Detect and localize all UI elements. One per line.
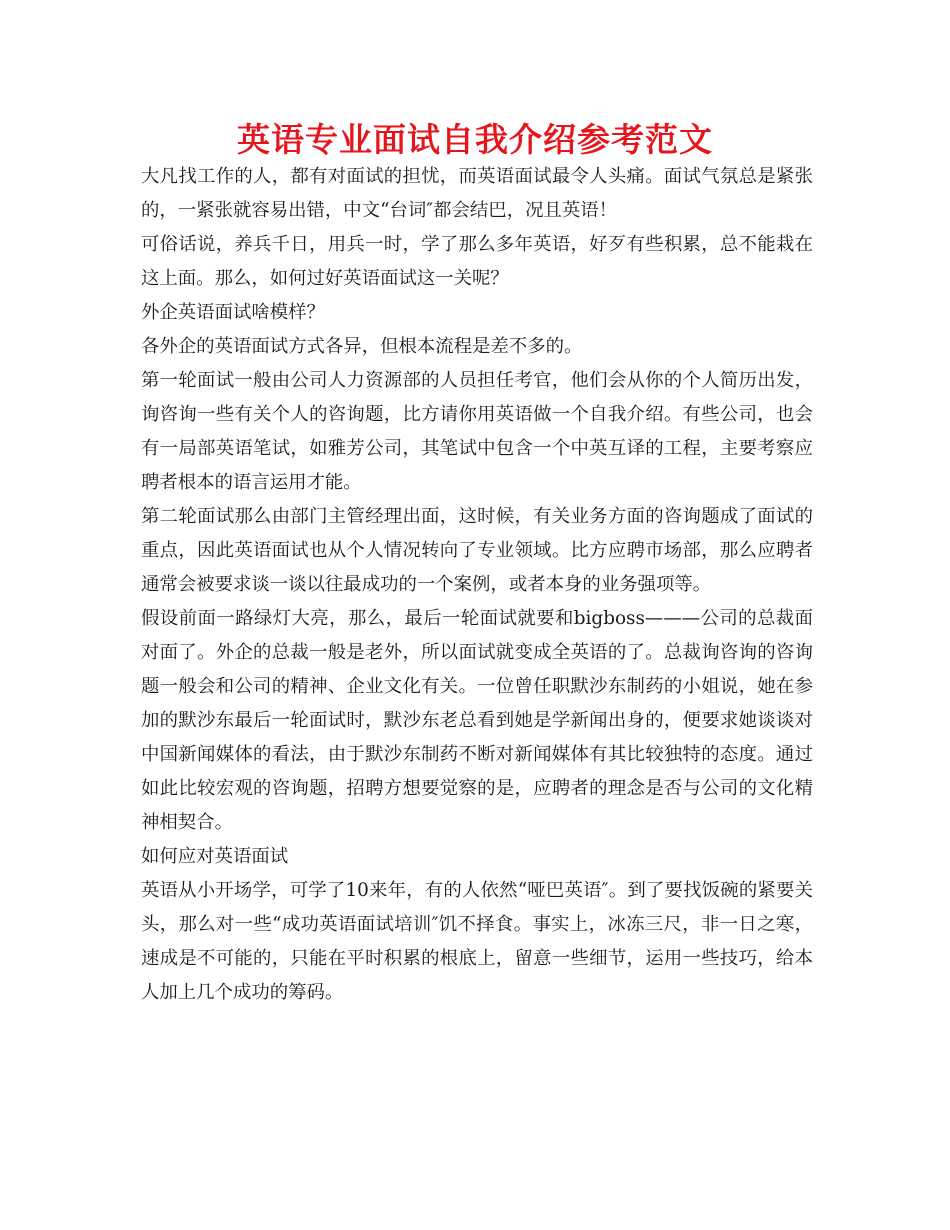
paragraph-5: 第二轮面试那么由部门主管经理出面，这时候，有关业务方面的咨询题成了面试的重点，因此英语面试也从个人情况转向了专业领域。比方应聘市场部，那么应聘者通常会被要求谈一谈以往最成功的一个案例，或者本身的业务强项等。 xyxy=(141,506,813,595)
document-title: 英语专业面试自我介绍参考范文 xyxy=(237,120,713,159)
section-heading-1: 外企英语面试啥模样？ xyxy=(141,302,325,323)
paragraph-6: 假设前面一路绿灯大亮，那么，最后一轮面试就要和bigboss———公司的总裁面对面了。外企的总裁一般是老外，所以面试就变成全英语的了。总裁询咨询的咨询题一般会和公司的精神、企业文化有关。一位曾任职默沙东制药的小姐说，她在参加的默沙东最后一轮面试时，默沙东老总看到她是学新闻出身的，便要求她谈谈对中国新闻媒体的看法，由于默沙东制药不断对新闻媒体有其比较独特的态度。通过如此比较宏观的咨询题，招聘方想要觉察的是，应聘者的理念是否与公司的文化精神相契合。 xyxy=(141,608,813,833)
paragraph-4: 第一轮面试一般由公司人力资源部的人员担任考官，他们会从你的个人简历出发，询咨询一些有关个人的咨询题，比方请你用英语做一个自我介绍。有些公司，也会有一局部英语笔试，如雅芳公司，其笔试中包含一个中英互译的工程，主要考察应聘者根本的语言运用才能。 xyxy=(141,370,813,493)
paragraph-1: 大凡找工作的人，都有对面试的担忧，而英语面试最令人头痛。面试气氛总是紧张的，一紧张就容易出错，中文“台词″都会结巴，况且英语！ xyxy=(141,166,813,221)
document-body xyxy=(141,160,813,1010)
section-heading-2: 如何应对英语面试 xyxy=(141,846,289,867)
paragraph-7: 英语从小开场学，可学了10来年，有的人依然“哑巴英语″。到了要找饭碗的紧要关头，那么对一些“成功英语面试培训″饥不择食。事实上，冰冻三尺，非一日之寒，速成是不可能的，只能在平时积累的根底上，留意一些细节，运用一些技巧，给本人加上几个成功的筹码。 xyxy=(141,880,813,1003)
paragraph-2: 可俗话说，养兵千日，用兵一时，学了那么多年英语，好歹有些积累，总不能栽在这上面。那么，如何过好英语面试这一关呢？ xyxy=(141,234,813,289)
paragraph-3: 各外企的英语面试方式各异，但根本流程是差不多的。 xyxy=(141,336,583,357)
